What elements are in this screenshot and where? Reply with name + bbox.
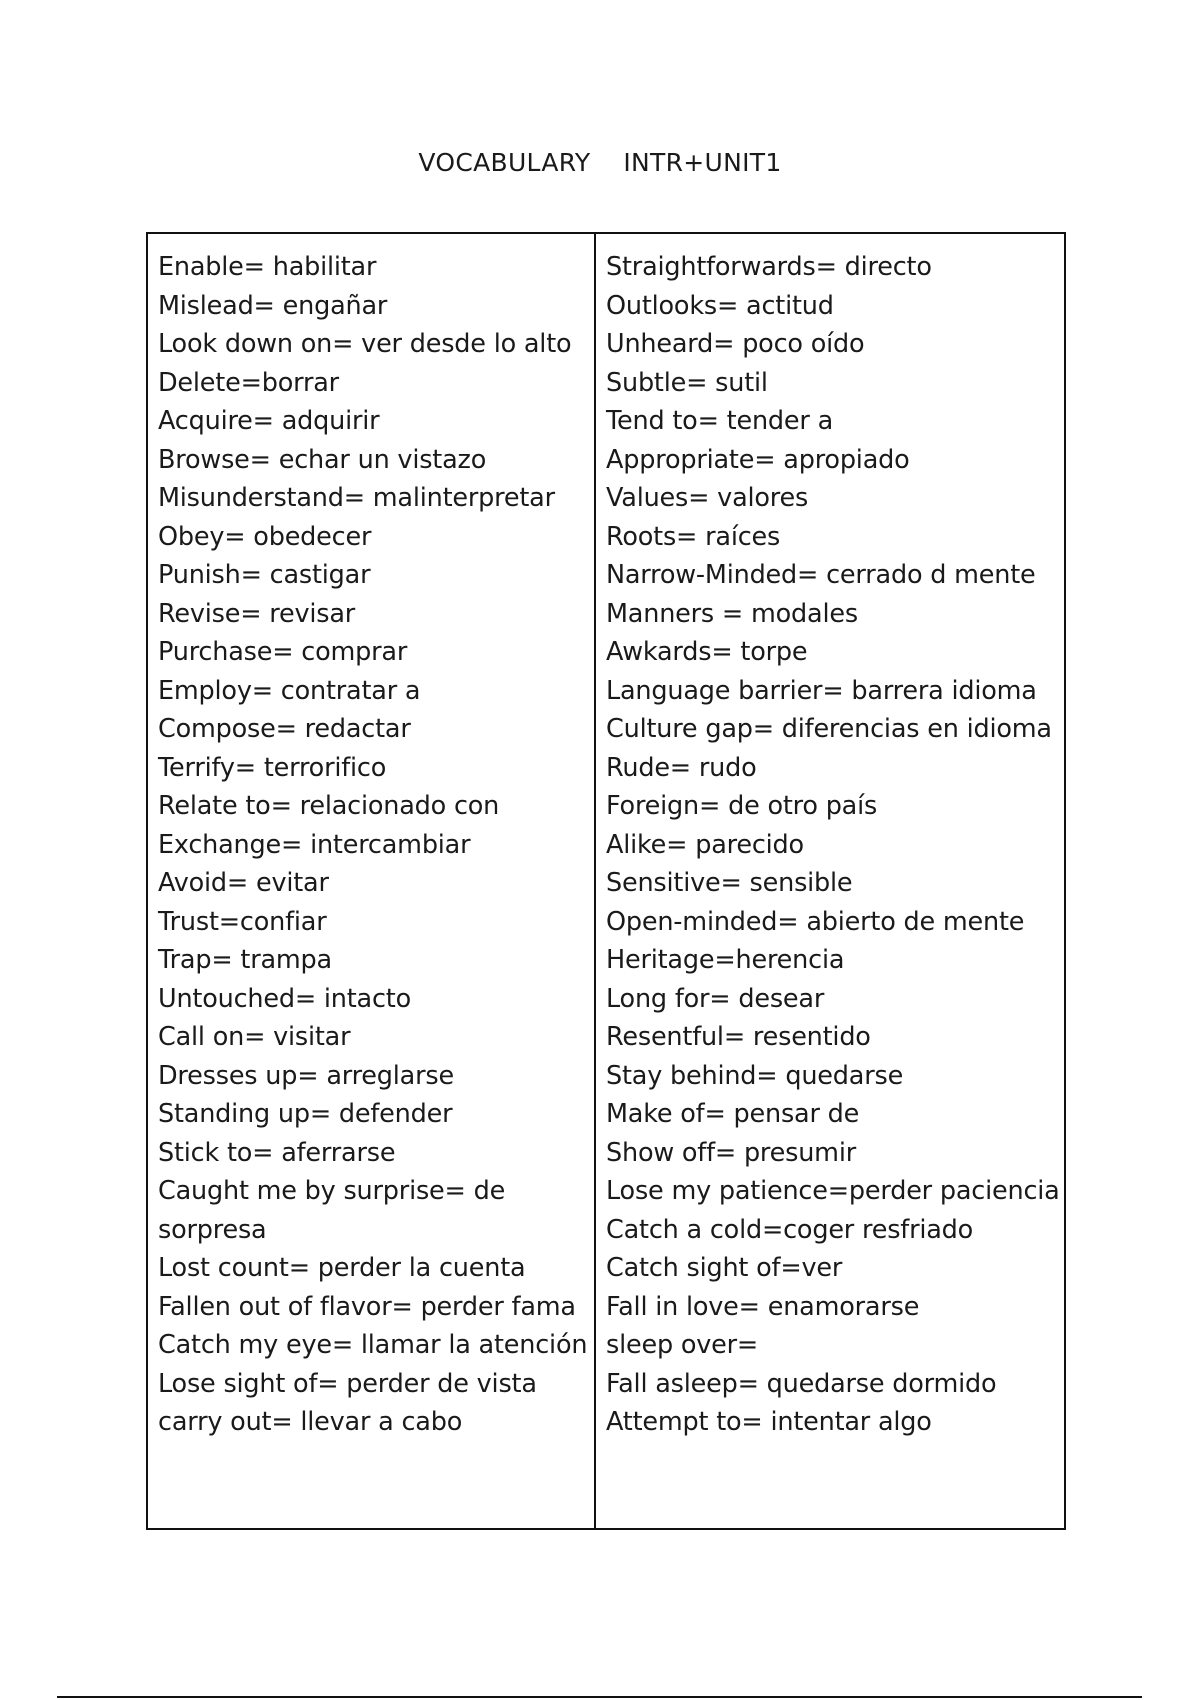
vocab-entry: Unheard= poco oído <box>606 329 865 359</box>
vocab-entry: Delete=borrar <box>158 367 339 398</box>
vocab-entry: sleep over= <box>606 1330 759 1360</box>
vocab-entry: Catch a cold=coger resfriado <box>606 1214 974 1245</box>
vocab-entry: Values= valores <box>606 483 809 513</box>
vocab-entry: Untouched= intacto <box>158 983 412 1014</box>
page-title: VOCABULARY INTR+UNIT1 <box>418 148 782 177</box>
vocab-entry: Heritage=herencia <box>606 945 845 975</box>
vocab-entry: Standing up= defender <box>158 1099 453 1129</box>
vocab-entry: Tend to= tender a <box>606 406 833 436</box>
vocab-entry: Straightforwards= directo <box>606 252 932 282</box>
vocab-entry: Stick to= aferrarse <box>158 1137 396 1168</box>
vocab-entry: Fall in love= enamorarse <box>606 1291 920 1322</box>
vocab-entry: Enable= habilitar <box>158 252 377 282</box>
vocab-entry: Look down on= ver desde lo alto <box>158 329 572 359</box>
vocab-entry: Exchange= intercambiar <box>158 829 471 860</box>
vocab-entry: Resentful= resentido <box>606 1022 871 1052</box>
vocab-entry: Call on= visitar <box>158 1022 351 1052</box>
vocab-entry: Language barrier= barrera idioma <box>606 675 1037 706</box>
vocabulary-table <box>146 232 1066 1530</box>
vocab-entry: sorpresa <box>158 1214 267 1245</box>
vocab-entry: Avoid= evitar <box>158 868 329 898</box>
vocab-entry: Stay behind= quedarse <box>606 1060 904 1091</box>
vocab-entry: Rude= rudo <box>606 752 757 783</box>
vocab-entry: Attempt to= intentar algo <box>606 1407 932 1437</box>
vocab-entry: Narrow-Minded= cerrado d mente <box>606 560 1036 590</box>
vocab-entry: Sensitive= sensible <box>606 868 853 898</box>
vocab-entry: Relate to= relacionado con <box>158 791 500 821</box>
vocab-entry: Trap= trampa <box>158 945 332 975</box>
vocab-entry: Culture gap= diferencias en idioma <box>606 714 1052 744</box>
vocab-entry: Trust=confiar <box>158 906 327 937</box>
vocab-entry: Roots= raíces <box>606 521 781 552</box>
vocab-entry: Lose sight of= perder de vista <box>158 1368 537 1399</box>
vocab-entry: Fall asleep= quedarse dormido <box>606 1368 997 1399</box>
vocab-entry: Open-minded= abierto de mente <box>606 906 1025 937</box>
vocab-entry: Obey= obedecer <box>158 521 372 552</box>
vocab-entry: Catch sight of=ver <box>606 1253 843 1283</box>
vocab-entry: Terrify= terrorifico <box>158 752 387 783</box>
vocab-entry: Punish= castigar <box>158 560 371 590</box>
vocab-entry: Foreign= de otro país <box>606 791 878 821</box>
vocab-entry: Manners = modales <box>606 598 858 629</box>
left-column <box>148 234 596 1528</box>
vocab-entry: Long for= desear <box>606 983 825 1014</box>
vocab-entry: Outlooks= actitud <box>606 290 834 321</box>
vocab-entry: Acquire= adquirir <box>158 406 380 436</box>
vocab-entry: Revise= revisar <box>158 598 356 629</box>
vocab-entry: Make of= pensar de <box>606 1099 860 1129</box>
vocab-entry: Employ= contratar a <box>158 675 421 706</box>
vocab-entry: Mislead= engañar <box>158 290 388 321</box>
vocab-entry: Catch my eye= llamar la atención <box>158 1330 588 1360</box>
vocab-entry: Show off= presumir <box>606 1137 856 1168</box>
vocab-entry: Lose my patience=perder paciencia <box>606 1176 1060 1206</box>
vocab-entry: Lost count= perder la cuenta <box>158 1253 526 1283</box>
vocab-entry: Subtle= sutil <box>606 367 768 398</box>
vocab-entry: Alike= parecido <box>606 829 804 860</box>
vocab-entry: Dresses up= arreglarse <box>158 1060 454 1091</box>
vocab-entry: carry out= llevar a cabo <box>158 1407 463 1437</box>
vocab-entry: Fallen out of flavor= perder fama <box>158 1291 576 1322</box>
page-bottom-rule <box>57 1696 1142 1698</box>
vocab-entry: Misunderstand= malinterpretar <box>158 483 555 513</box>
vocab-entry: Browse= echar un vistazo <box>158 444 487 475</box>
vocab-entry: Appropriate= apropiado <box>606 444 910 475</box>
vocab-entry: Compose= redactar <box>158 714 411 744</box>
right-column <box>596 234 1064 1528</box>
vocab-entry: Caught me by surprise= de <box>158 1176 506 1206</box>
vocab-entry: Awkards= torpe <box>606 637 808 667</box>
vocab-entry: Purchase= comprar <box>158 637 408 667</box>
